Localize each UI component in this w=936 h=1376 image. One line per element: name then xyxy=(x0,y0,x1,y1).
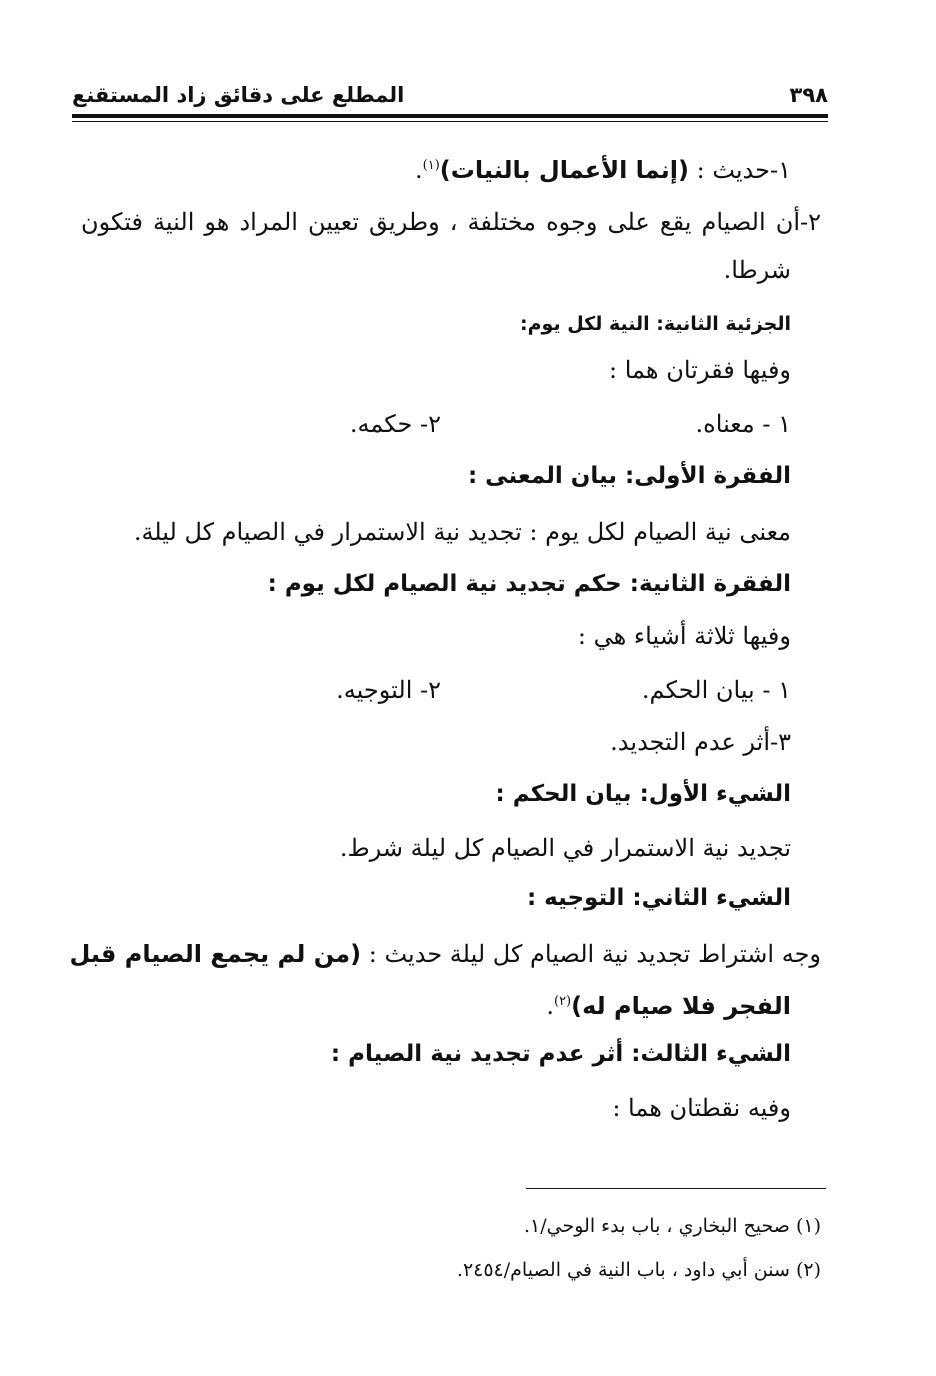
paragraph-two-points: وفيه نقطتان هما : xyxy=(612,1094,791,1122)
list-item-ruling: ٢- حكمه. xyxy=(349,410,441,438)
footnote-ref-2: (٢) xyxy=(553,994,572,1009)
paragraph-three-things: وفيها ثلاثة أشياء هي : xyxy=(577,622,791,650)
heading-paragraph-one: الفقرة الأولى: بيان المعنى : xyxy=(467,463,791,489)
heading-paragraph-two: الفقرة الثانية: حكم تجديد نية الصيام لكل يوم : xyxy=(267,571,791,597)
hadith-2-quote-end: الفجر فلا صيام له) xyxy=(571,992,791,1020)
footnote-ref-1: (١) xyxy=(422,158,440,173)
paragraph-point-2: ٢-أن الصيام يقع على وجوه مختلفة ، وطريق تعيين المراد هو النية فتكون xyxy=(81,208,821,236)
page-number: ٣٩٨ xyxy=(789,83,828,107)
list-item-justification: ٢- التوجيه. xyxy=(336,676,441,704)
paragraph-meaning: معنى نية الصيام لكل يوم : تجديد نية الاستمرار في الصيام كل ليلة. xyxy=(133,518,791,546)
running-header xyxy=(72,78,828,112)
hadith-1-end: . xyxy=(415,156,423,184)
paragraph-justification-cont xyxy=(546,986,791,1022)
paragraph-hadith-1 xyxy=(415,150,791,186)
footnote-1: (١) صحيح البخاري ، باب بدء الوحي/١. xyxy=(523,1215,821,1237)
heading-part-two: الجزئية الثانية: النية لكل يوم: xyxy=(520,313,791,335)
paragraph-justification xyxy=(69,938,821,970)
hadith-2-quote-start: (من لم يجمع الصيام قبل xyxy=(69,940,362,968)
paragraph-intro-paragraphs: وفيها فقرتان هما : xyxy=(609,356,791,384)
footnote-2: (٢) سنن أبي داود ، باب النية في الصيام/٢٤٥٤. xyxy=(456,1259,821,1281)
header-rule-thin xyxy=(72,121,828,122)
hadith-2-end: . xyxy=(546,992,554,1020)
heading-thing-one: الشيء الأول: بيان الحكم : xyxy=(495,781,791,807)
header-rule-thick xyxy=(72,114,828,118)
paragraph-ruling: تجديد نية الاستمرار في الصيام كل ليلة شرط. xyxy=(339,834,791,862)
list-item-meaning: ١ - معناه. xyxy=(695,410,791,438)
footnote-separator xyxy=(526,1188,826,1189)
list-item-ruling-statement: ١ - بيان الحكم. xyxy=(641,676,791,704)
justification-intro: وجه اشتراط تجديد نية الصيام كل ليلة حديث : xyxy=(361,940,821,968)
hadith-1-intro: ١-حديث : xyxy=(688,156,791,184)
heading-thing-three: الشيء الثالث: أثر عدم تجديد نية الصيام : xyxy=(330,1041,791,1067)
list-item-effect: ٣-أثر عدم التجديد. xyxy=(610,728,791,756)
book-title: المطلع على دقائق زاد المستقنع xyxy=(72,83,405,107)
paragraph-point-2-cont: شرطا. xyxy=(723,256,791,284)
heading-thing-two: الشيء الثاني: التوجيه : xyxy=(526,885,791,911)
hadith-1-quote: (إنما الأعمال بالنيات) xyxy=(439,156,689,184)
